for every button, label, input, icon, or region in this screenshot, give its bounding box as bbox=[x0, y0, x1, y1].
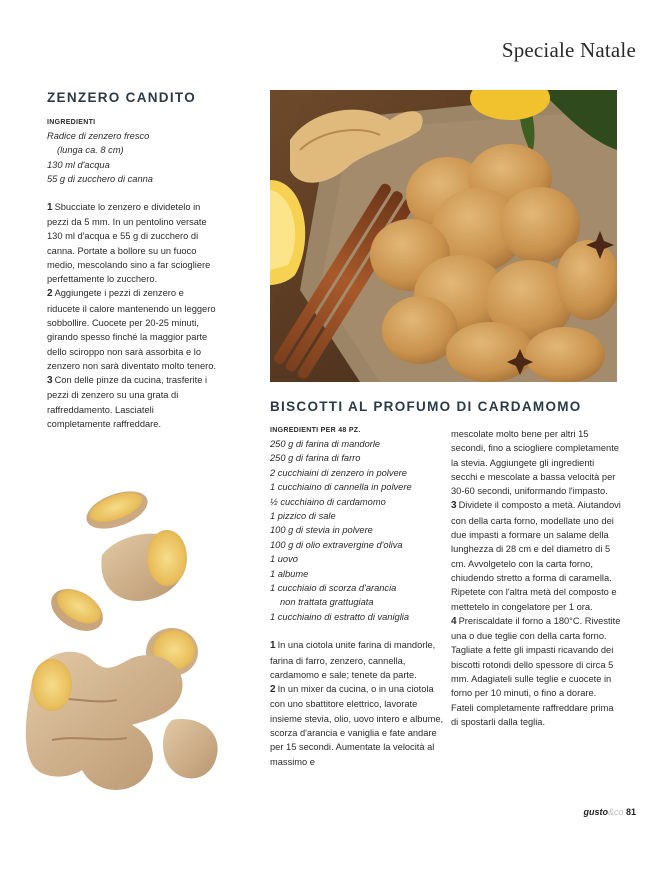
ingredient-item: 1 cucchiaio di scorza d'arancia bbox=[270, 583, 397, 594]
step-text: Con delle pinze da cucina, trasferite i pezzi di zenzero su una grata di raffreddamento. Lasciateli completamente raffreddare. bbox=[47, 375, 208, 430]
step-paragraph bbox=[47, 373, 217, 431]
step-text: Aggiungete i pezzi di zenzero e riducete il calore mantenendo un leggero sobbollire. Cuocete per 20-25 minuti, girando spesso finché la maggior parte dello sciroppo non sarà assorbita e lo zenzero non sarà diventato molto tenero. bbox=[47, 288, 216, 371]
step-paragraph bbox=[451, 498, 621, 613]
ingredient-item: 2 cucchiaini di zenzero in polvere bbox=[270, 467, 407, 478]
magazine-brand: gusto bbox=[583, 807, 608, 817]
ingredient-item: Radice di zenzero fresco bbox=[47, 131, 150, 141]
zenzero-title: ZENZERO CANDITO bbox=[47, 90, 197, 105]
magazine-brand-suffix: &co bbox=[607, 807, 624, 817]
ingredient-item: ½ cucchiaino di cardamomo bbox=[270, 496, 386, 507]
zenzero-ingredients bbox=[47, 119, 217, 187]
step-number: 1 bbox=[47, 201, 53, 213]
page-footer bbox=[583, 807, 636, 817]
biscotti-title: BISCOTTI AL PROFUMO DI CARDAMOMO bbox=[270, 399, 582, 414]
ingredient-item: 1 albume bbox=[270, 568, 309, 579]
step-paragraph bbox=[47, 286, 217, 373]
step-text: Preriscaldate il forno a 180°C. Rivestite una o due teglie con della carta forno. Tagliate a fette gli impasti ricavando dei biscotti rotondi dello spessore di circa 5 mm. Adagiateli sulle teglie e cuocete in forno per 10 minuti, o fino a dorare. Fateli completamente raffreddare prima di spostarli dalla teglia. bbox=[451, 615, 621, 727]
step-number: 2 bbox=[270, 684, 276, 696]
step-number: 1 bbox=[270, 640, 276, 652]
step-number: 3 bbox=[451, 500, 457, 512]
ingredient-item: 1 cucchiaino di estratto di vaniglia bbox=[270, 611, 410, 622]
cookies-photo-illustration bbox=[270, 90, 617, 382]
biscotti-ingredients bbox=[270, 437, 445, 624]
ingredient-item: 1 cucchiaino di cannella in polvere bbox=[270, 482, 412, 493]
ingredient-item: 250 g di farina di mandorle bbox=[270, 439, 381, 449]
step-text: In un mixer da cucina, o in una ciotola con uno sbattitore elettrico, lavorate insieme stevia, olio, uovo intero e albume, scorza d'arancia e vaniglia e fate andare per 15 secondi. Aumentate la velocità al massimo e bbox=[270, 684, 444, 767]
biscotti-col-2 bbox=[270, 427, 445, 769]
step-paragraph bbox=[270, 682, 445, 769]
ginger-illustration bbox=[22, 480, 232, 805]
cookies-photo bbox=[270, 90, 617, 382]
biscotti-col-3 bbox=[451, 427, 621, 729]
step-paragraph bbox=[270, 638, 445, 682]
ginger-pieces-icon bbox=[22, 480, 232, 805]
step-continuation: mescolate molto bene per altri 15 secondi, fino a sciogliere completamente la stevia. Aggiungete gli ingredienti secchi e mescolate a bassa velocità per 30-60 secondi, uniformando l'impasto. bbox=[451, 429, 619, 497]
zenzero-ingredients-label: INGREDIENTI bbox=[47, 119, 96, 126]
step-text: Dividete il composto a metà. Aiutandovi con della carta forno, modellate uno dei due impasti a formare un salame della lunghezza di 28 cm e del diametro di 5 cm. Avvolgetelo con la carta forno, chiudendo stretto a forma di caramella. Ripetete con l'altra metà del composto e mettetelo in congelatore per 1 ora. bbox=[451, 500, 621, 612]
biscotti-steps-a bbox=[270, 638, 445, 769]
biscotti-ingredients-label: INGREDIENTI PER 48 PZ. bbox=[270, 427, 361, 434]
ingredient-item: 250 g di farina di farro bbox=[270, 453, 361, 464]
ingredient-item: 1 pizzico di sale bbox=[270, 511, 336, 522]
ingredient-item: (lunga ca. 8 cm) bbox=[57, 145, 124, 156]
ingredient-item: 1 uovo bbox=[270, 554, 298, 565]
ingredient-item: 55 g di zucchero di canna bbox=[47, 174, 153, 185]
section-title: Speciale Natale bbox=[501, 38, 636, 62]
zenzero-steps bbox=[47, 200, 217, 432]
ingredient-item: 100 g di stevia in polvere bbox=[270, 525, 373, 536]
step-paragraph bbox=[451, 614, 621, 729]
ingredient-item: 130 ml d'acqua bbox=[47, 159, 110, 170]
step-text: Sbucciate lo zenzero e dividetelo in pezzi da 5 mm. In un pentolino versate 130 ml d'acqua e 55 g di zucchero di canna. Portate a bollore su un fuoco medio, mescolando sino a far sciogliere perfettamente lo zucchero. bbox=[47, 201, 211, 285]
step-text: In una ciotola unite farina di mandorle, farina di farro, zenzero, cannella, cardamomo e sale; tenete da parte. bbox=[270, 640, 436, 680]
step-number: 3 bbox=[47, 375, 53, 387]
step-number: 2 bbox=[47, 288, 53, 300]
step-paragraph bbox=[47, 200, 217, 287]
page-number: 81 bbox=[625, 807, 636, 817]
zenzero-recipe bbox=[47, 90, 217, 431]
step-number: 4 bbox=[451, 615, 457, 627]
ingredient-item: 100 g di olio extravergine d'oliva bbox=[270, 539, 403, 550]
ingredient-item: non trattata grattugiata bbox=[280, 597, 374, 608]
